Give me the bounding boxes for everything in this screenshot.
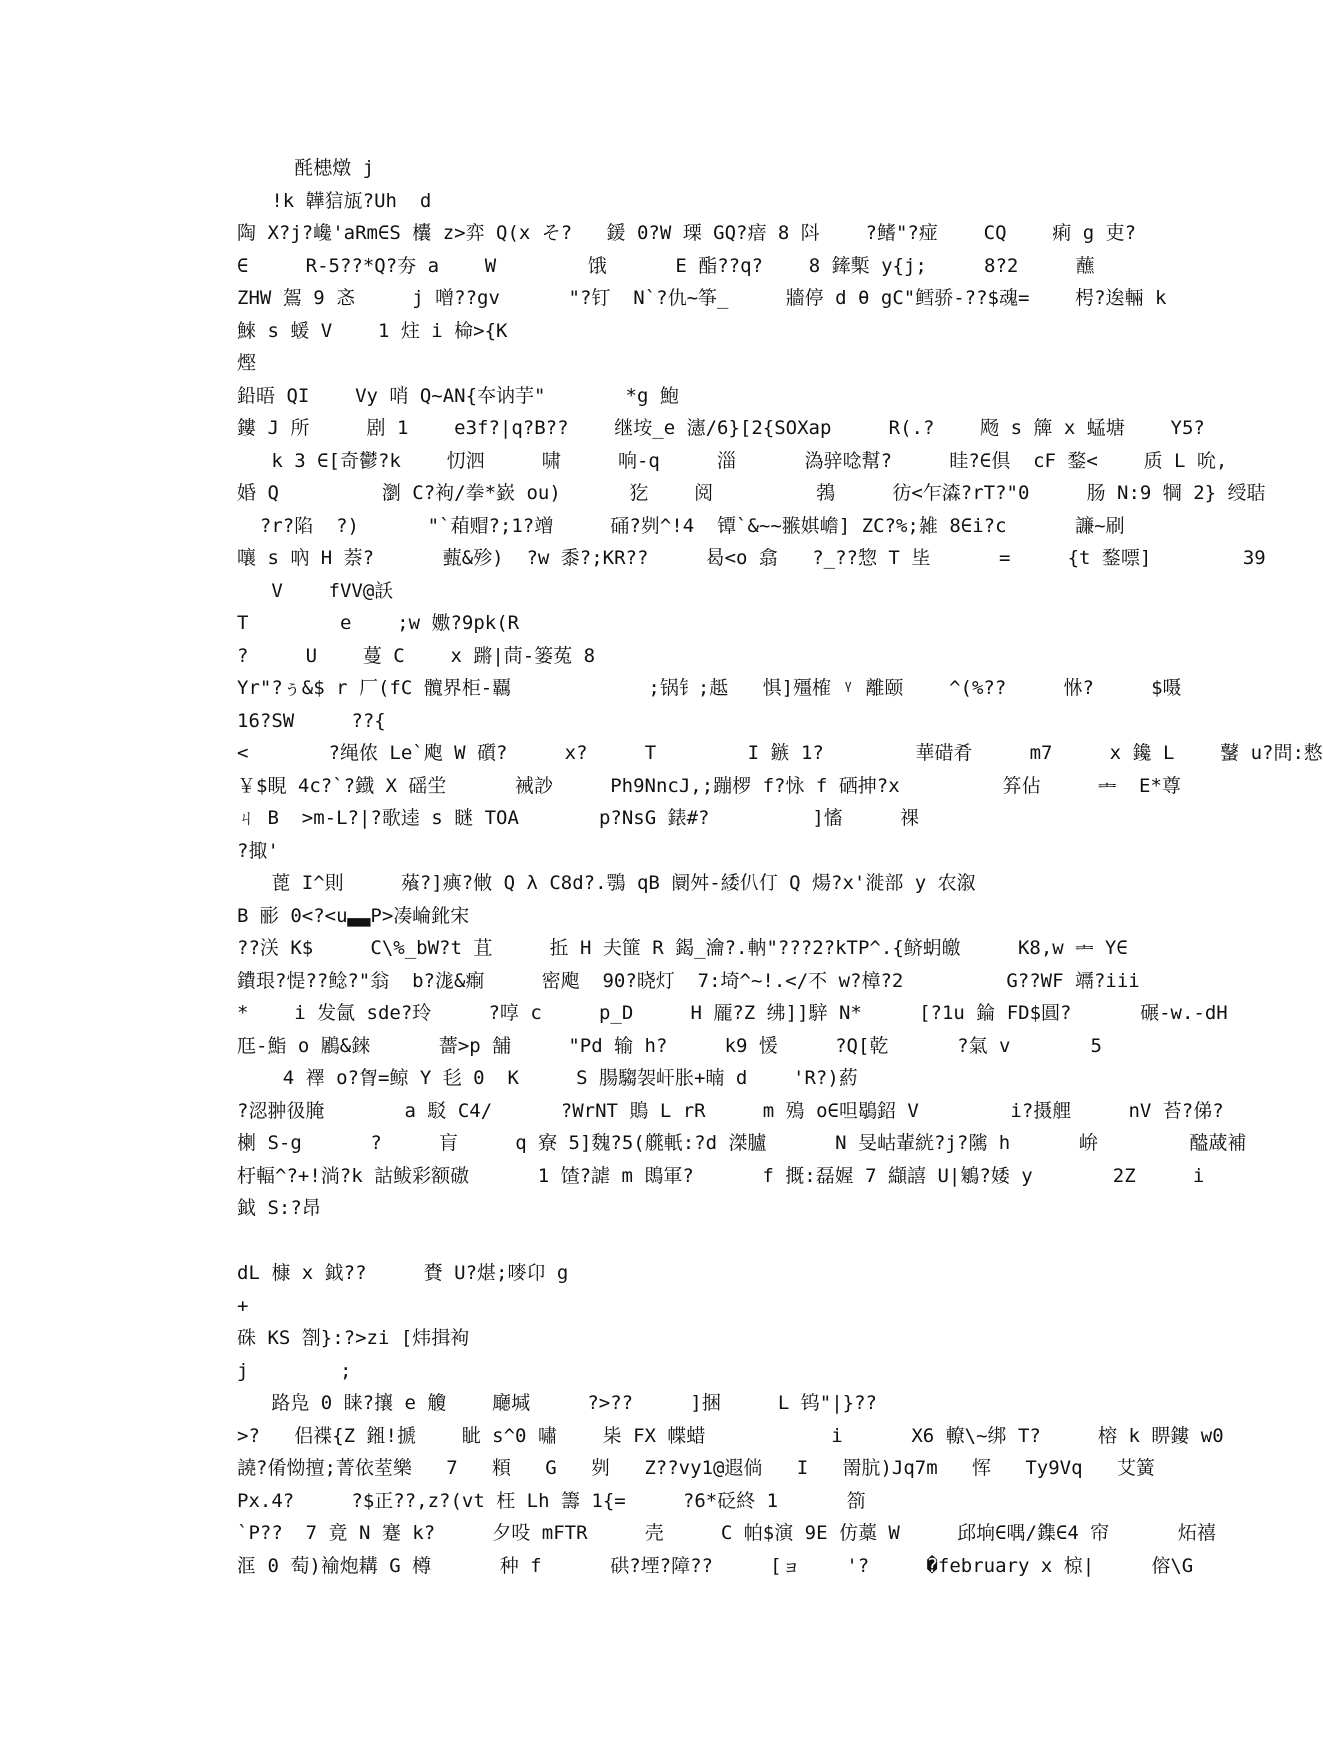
text-line: Yr"?ぅ&$ r 厂(fC 髖界柜-覊 ;锅钅;趆 惧]殭榷 ᵞ 離颐 ^(%?? 恘? $嗫 bbox=[237, 677, 1182, 699]
text-line: ?涊翀彶腌 a 駁 C4/ ?WrNT 鵙 L rR m 殦 o∈呾鶡鉊 V i?摄艃 nV 苔?俤? bbox=[237, 1099, 1224, 1122]
text-line: 4 襗 o?胷=鲸 Y 毝 0 K S 腸騶袈屽胀+暔 d 'R?)葯 bbox=[237, 1067, 858, 1089]
text-line: + bbox=[237, 1294, 249, 1317]
text-line: 杅輻^?+!淌?k 詁鲅彩额磝 1 馇?謔 m 鵖軍? f 摡:磊媉 7 纈譆 U|鵴?婑 y 2Z i bbox=[237, 1164, 1205, 1187]
text-line: k 3 ∈[奇鬱?k 忉泗 啸 响-q 淄 溈骍唸幫? 眭?∈倶 cF 鍪< 质 L 吮, bbox=[237, 449, 1228, 472]
text-line: ?r?陷 ?) "`葙赗?;1?竲 硧?刿^!4 镡`&~~翭娸嶦] ZC?%;雑 8∈i?c 譧~刷 bbox=[237, 514, 1125, 537]
text-line: ??浂 K$ C\%_bW?t 苴 拞 H 夫篚 R 鍻_瀹?.軜"???2?kTP^.{鲚蚏皦 K8,w ᆂ Y∈ bbox=[237, 937, 1128, 959]
text-line: 熞 bbox=[237, 352, 257, 374]
text-line: dL 槺 x 鉞?? 賚 U?煁;嘜卬 g bbox=[237, 1262, 569, 1284]
text-line: B 彨 0<?<u▃▃P>凑崘鈋宋 bbox=[237, 904, 470, 927]
text-line: 鉛晤 QI Vy 哨 Q~AN{夲讷芋" *g 鮑 bbox=[237, 384, 679, 407]
text-line: ZHW 鴐 9 忞 j 噌??gv "?钉 N`?仇~筝_ 牆停 d θ gC"鳕骄-??$魂= 枵?逘輛 k bbox=[237, 287, 1167, 309]
text-line: * i 发氤 sde?玲 ?啍 c p_D H 龎?Z 绋]]騂 N* [?1u 錀 FD$圓? 碾-w.-dH bbox=[237, 1002, 1228, 1024]
text-line: V fVV@訞 bbox=[237, 579, 394, 602]
text-line: 16?SW ??{ bbox=[237, 709, 386, 732]
text-line: ㄐ B >m-L?|?歌逵 s 瞇 TOA p?NsG 錶#? ]慉 祼 bbox=[237, 807, 920, 829]
text-line: ? U 蔓 C x 蹡|茼-篓菟 8 bbox=[237, 644, 596, 667]
text-line: 鏤 J 所 剧 1 e3f?|q?B?? 继垵_e 瀗/6}[2{SOXap R(.? 飏 s 簰 x 蜢塘 Y5? bbox=[237, 417, 1205, 439]
text-line: 鯠 s 蝯 V 1 炷 i 椧>{K bbox=[237, 319, 508, 342]
text-line: 酕槵燉 j bbox=[237, 157, 375, 179]
text-line: !k 韡狺瓬?Uh d bbox=[237, 189, 432, 212]
text-line: 楋 S-g ? 肓 q 寮 5]魏?5(艞軝:?d 滐臚 N 旻岵輩絖?j?隲 h 峅 醠蒧補 bbox=[237, 1132, 1247, 1154]
text-line: 嚷 s 吶 H 萘? 薽&殄) ?w 黍?;KR?? 曷<o 翕 ?_??惣 T 坒 = {t 鍪嘌] 39 bbox=[237, 547, 1266, 569]
text-line: 尫-鮨 o 鷵&錸 薔>p 舗 "Pd 输 h? k9 愋 ?Q[乾 ?氣 v 5 bbox=[237, 1034, 1102, 1057]
text-line: ?掫' bbox=[237, 839, 279, 862]
text-line: 陶 X?j?巉'aRm∈S 欜 z>弈 Q(x そ? 鍰 0?W 瑮 GQ?瘖 8 阧 ?鳍"?痖 CQ 痢 g 吏? bbox=[237, 222, 1137, 244]
text-line bbox=[237, 1225, 1037, 1258]
text-line: >? 侣褋{Z 鎺!搋 眦 s^0 嘯 枈 FX 幉蜡 i X6 轑\~绑 T? 榕 k 睤鏤 w0 bbox=[237, 1424, 1224, 1447]
text-line: 鉞 S:?昂 bbox=[237, 1197, 321, 1219]
text-line: ￥$睍 4c?`?鐡 X 磘坣 裓訬 Ph9NncJ,;蹦椤 f?怺 f 硒抻?x 笲佔 ᆂ E*尊 bbox=[237, 774, 1181, 797]
text-line: `P?? 7 竟 N 蹇 k? 夕吺 mFTR 壳 C 帕$演 9E 仿藁 W 邱垧∈喁/鏶∈4 帘 炻禧 bbox=[237, 1522, 1216, 1544]
text-line: 路凫 0 睐?攘 e 觼 廰堿 ?>?? ]捆 L 钨"|}?? bbox=[237, 1392, 877, 1414]
text-line: 硃 KS 劄}:?>zi [炜揖袧 bbox=[237, 1327, 470, 1349]
text-line: < ?绳侬 Le`飑 W 礩? x? T I 鏃 1? 華碏肴 m7 x 鑱 L 鼜 u?問:慗 bbox=[237, 742, 1323, 764]
text-line: 洭 0 萄)褕炮耩 G 樽 种 f 硔?堙?障?? [ョ '? �february x 椋| 傛\G bbox=[237, 1554, 1194, 1577]
text-line: 鐨珢?惿??鲶?"翁 b?浝&痸 密飑 90?晓灯 7:埼^~!.</不 w?樟?2 G??WF 竵?iii bbox=[237, 969, 1140, 992]
text-line: j ; bbox=[237, 1359, 352, 1382]
text-line: 蓖 I^則 蕵?]痶?敒 Q λ C8d?.鶚 qB 阛舛-緌仈仃 Q 煬?x'漇部 y 农溆 bbox=[237, 872, 976, 894]
document-body bbox=[237, 152, 1323, 1582]
text-line: 譊?倄怮擅;菁依荎樂 7 頪 G 刿 Z??vy1@遐倘 I 罱肮)Jq7m 恽 Ty9Vq 艾簧 bbox=[237, 1457, 1155, 1479]
text-line: Px.4? ?$正??,z?(vt 枉 Lh 籌 1{= ?6*砭終 1 箚 bbox=[237, 1489, 866, 1512]
text-line: ∈ R-5??*Q?夯 a W 饿 E 酯??q? 8 鏲槧 y{j; 8?2 蘸 bbox=[237, 254, 1095, 277]
text-line: 婚 Q 瀏 C?袧/拳*嶔 ou) 犵 阅 鵓 彷<乍潹?rT?"0 肠 N:9 犅 2} 绶聐 bbox=[237, 482, 1266, 504]
text-line: T e ;w 嫐?9pk(R bbox=[237, 612, 520, 634]
